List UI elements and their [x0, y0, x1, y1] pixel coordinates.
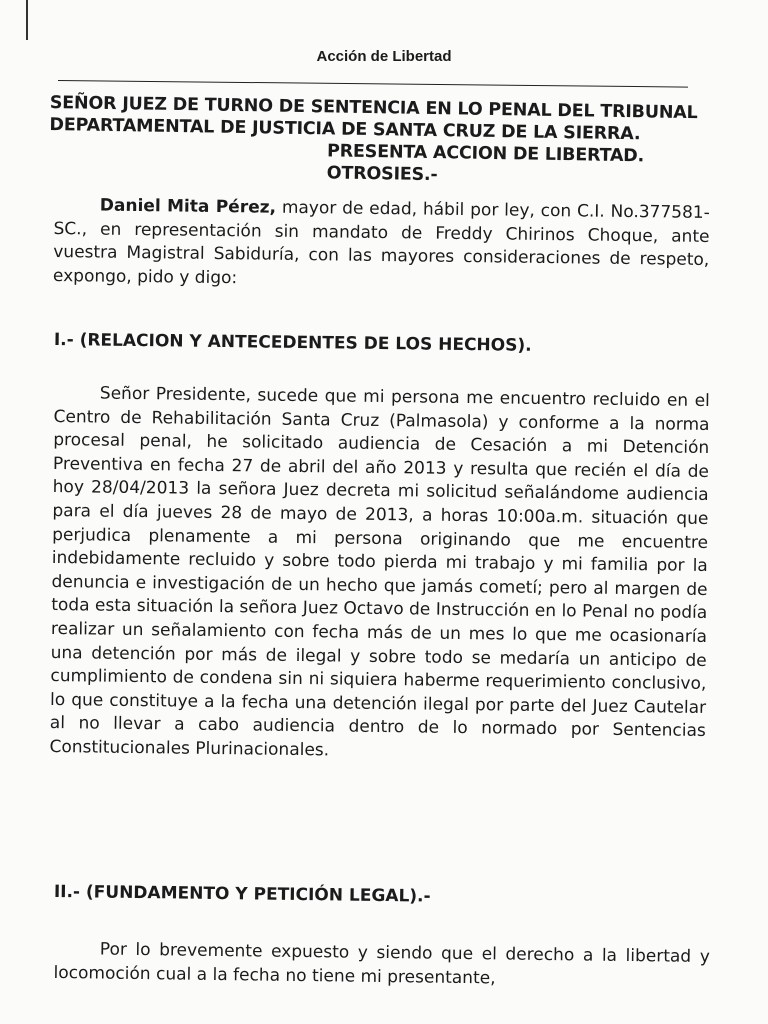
section-2-paragraph	[53, 938, 710, 993]
section-1-heading: I.- (RELACION Y ANTECEDENTES DE LOS HECHOS).	[53, 330, 532, 356]
header-rule	[58, 80, 688, 88]
addressee-line: SEÑOR JUEZ DE TURNO DE SENTENCIA EN LO PENAL DEL TRIBUNAL	[49, 92, 698, 124]
intro-paragraph	[53, 194, 710, 296]
intro-text: mayor de edad, hábil por ley, con C.I. No.377581-SC., en representación sin mandato de Freddy Chirinos Choque, ante vuestra Magistral Sabiduría, con las mayores consideraciones de respeto, expongo, pido y digo:	[52, 197, 710, 289]
section-1-text: Señor Presidente, sucede que mi persona me encuentro recluido en el Centro de Rehabilitación Santa Cruz (Palmasola) y conforme a la norma procesal penal, he solicitado audiencia de Cesación a mi Detención Preventiva en fecha 27 de abril del año 2013 y resulta que recién el día de hoy 28/04/2013 la señora Juez decreta mi solicitud señalándome audiencia para el día jueves 28 de mayo de 2013, a horas 10:00a.m. situación que perjudica plenamente a mi persona originando que me encuentre indebidamente recluido y sobre todo pierda mi trabajo y mi familia por la denuncia e investigación de un hecho que jamás cometí; pero al margen de toda esta situación la señora Juez Octavo de Instrucción en lo Penal no podía realizar un señalamiento con fecha más de un mes lo que me ocasionaría una detención por más de ilegal y sobre todo se medaría un anticipo de cumplimiento de condena sin ni siquiera haberme requerimiento conclusivo, lo que constituye a la fecha una detención ilegal por parte del Juez Cautelar al no llevar a cabo audiencia dentro de lo normado por Sentencias Constitucionales Plurinacionales.	[49, 383, 710, 761]
section-2-heading: II.- (FUNDAMENTO Y PETICIÓN LEGAL).-	[53, 882, 431, 907]
petitioner-name: Daniel Mita Pérez,	[99, 195, 277, 218]
section-1-paragraph	[49, 382, 710, 767]
document-subject: PRESENTA ACCION DE LIBERTAD.	[326, 141, 645, 167]
page-header-title: Acción de Libertad	[316, 48, 452, 65]
document-otrosies: OTROSIES.-	[326, 163, 438, 186]
addressee-line: DEPARTAMENTAL DE JUSTICIA DE SANTA CRUZ DE LA SIERRA.	[49, 114, 641, 145]
addressee-block	[49, 92, 710, 190]
margin-mark	[26, 0, 28, 40]
section-2-text: Por lo brevemente expuesto y siendo que el derecho a la libertad y locomoción cual a la fecha no tiene mi presentante,	[53, 939, 710, 988]
